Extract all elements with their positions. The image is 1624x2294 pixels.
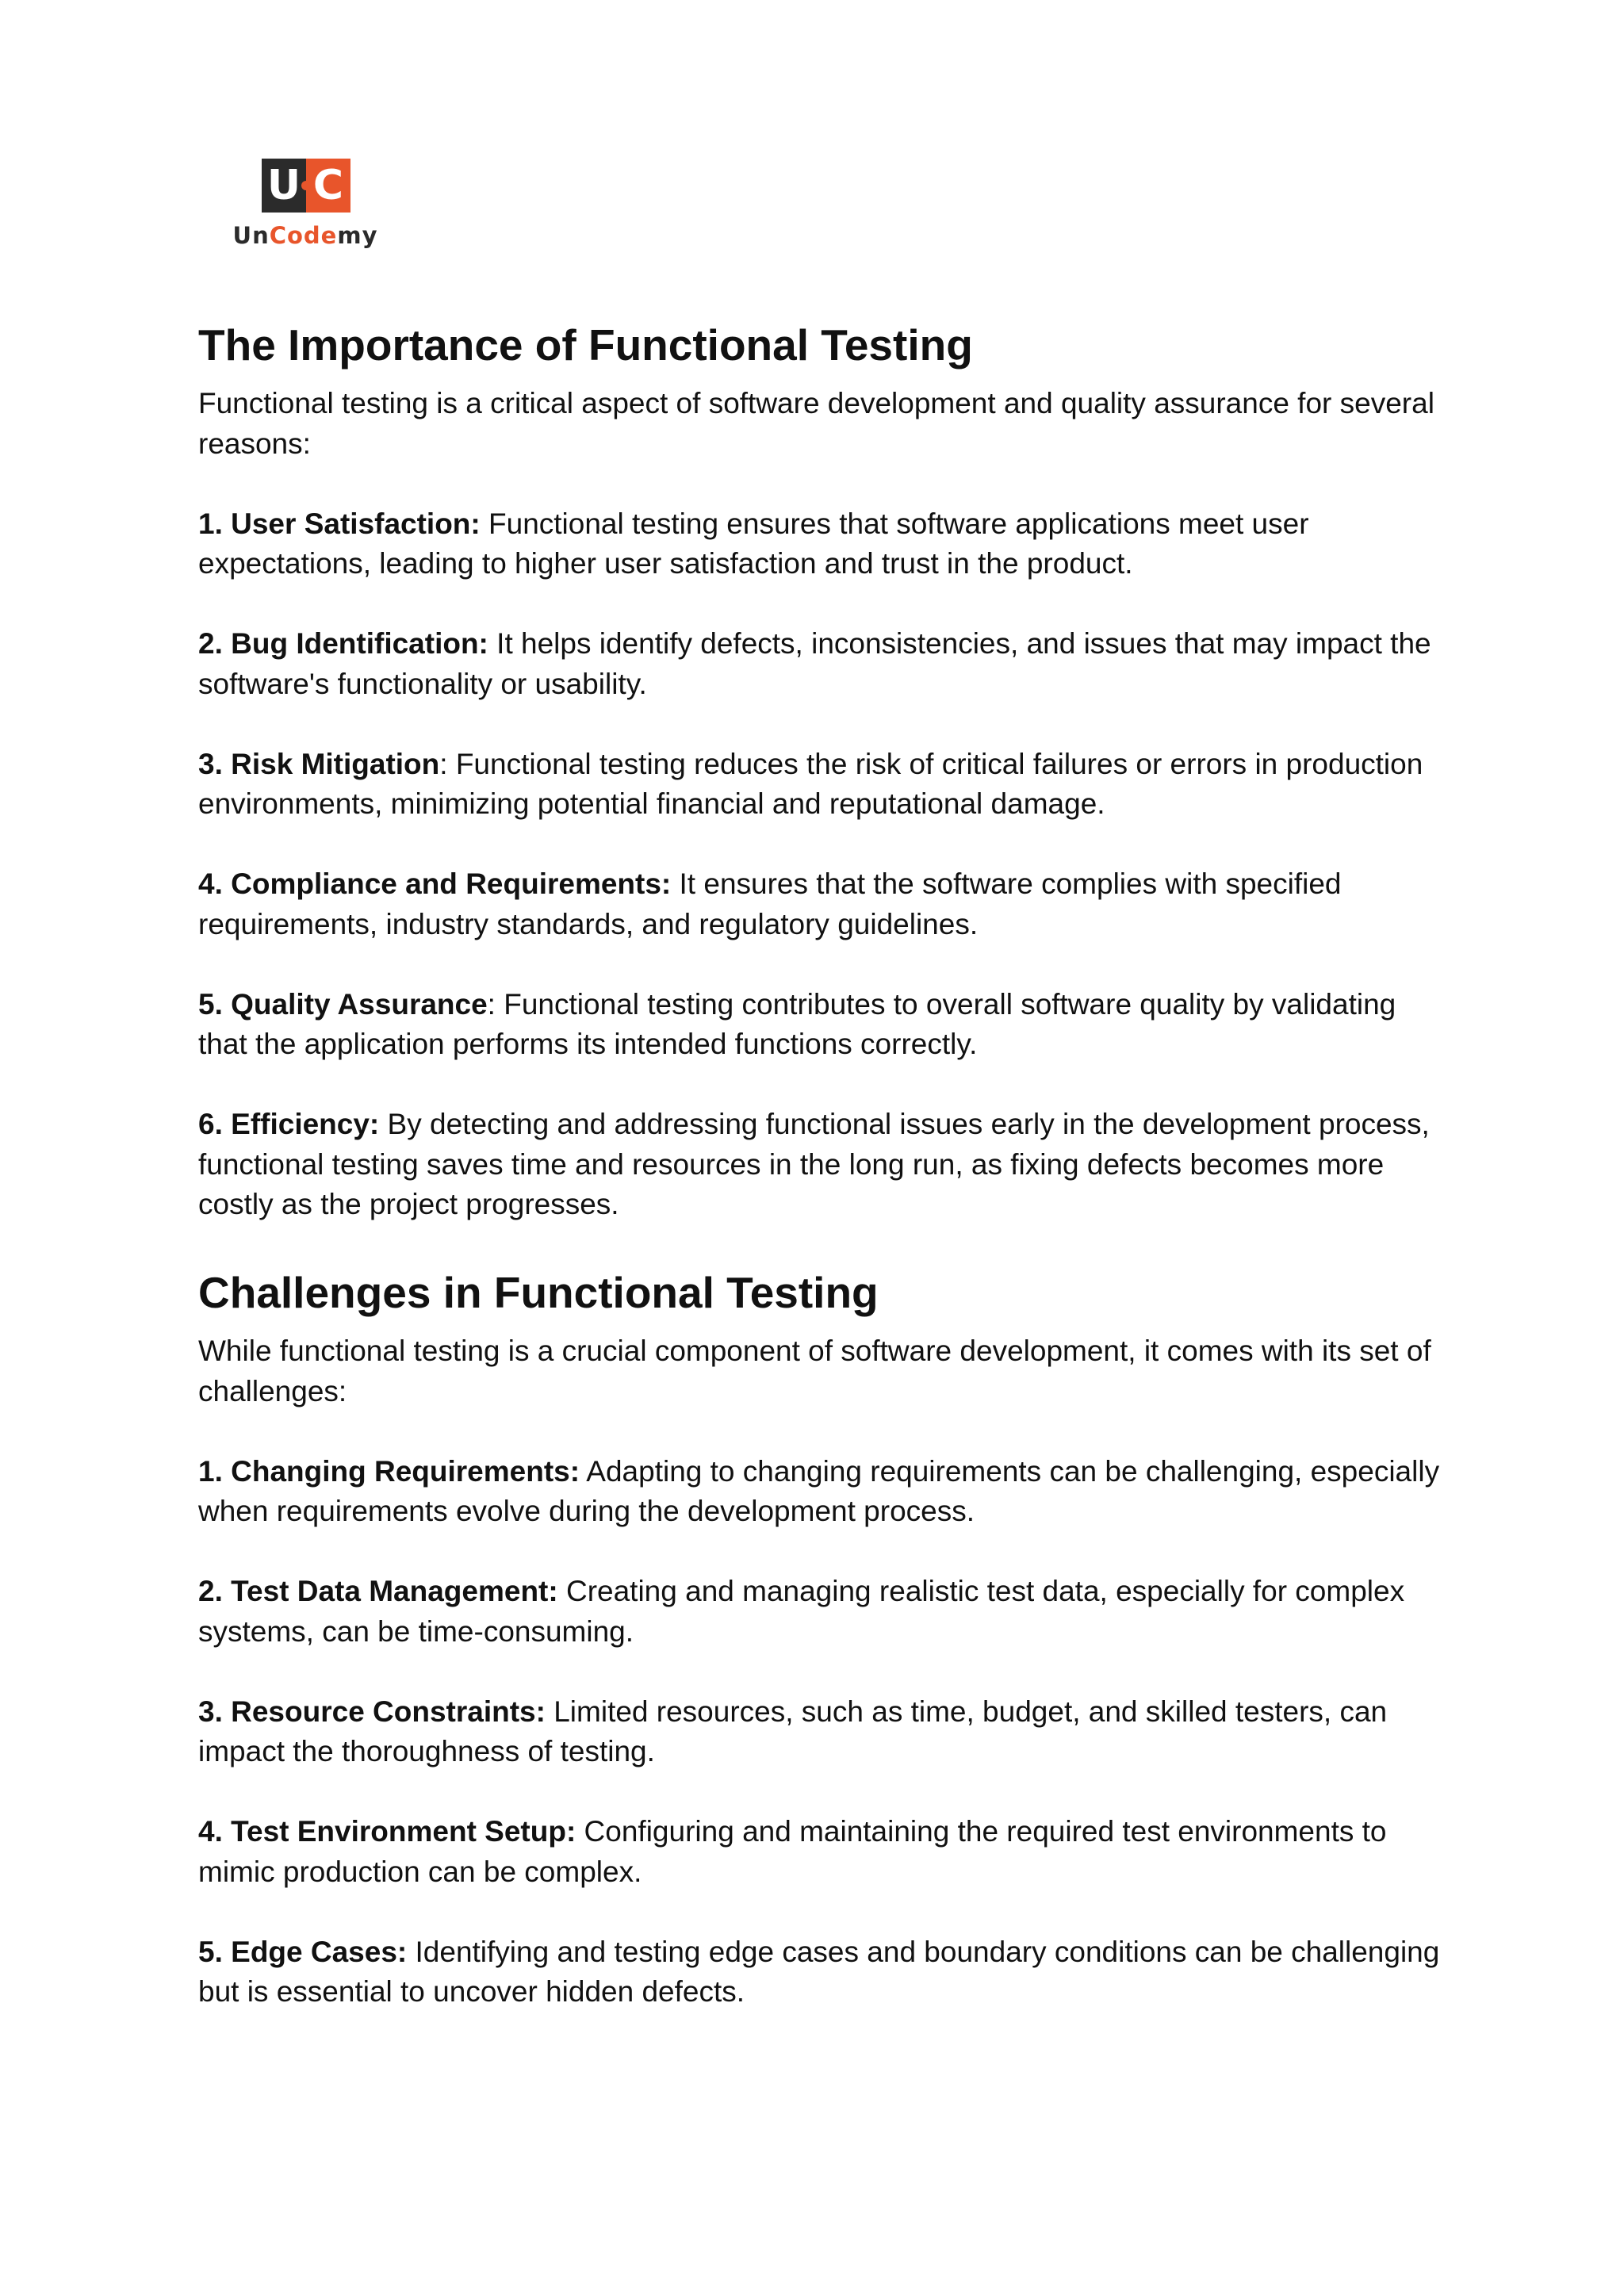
list-item-text: It helps identify defects, inconsistencies, and issues that may impact the software's functionality or usability. xyxy=(198,627,1431,700)
list-item xyxy=(198,1105,1451,1225)
logo-letter-c: C xyxy=(306,159,350,213)
logo-mark xyxy=(262,159,350,216)
uncodemy-logo xyxy=(230,159,381,254)
list-item-text: Identifying and testing edge cases and boundary conditions can be challenging but is essential to uncover hidden defects. xyxy=(198,1935,1440,2008)
list-item xyxy=(198,985,1451,1065)
section-title: Challenges in Functional Testing xyxy=(198,1268,879,1317)
logo-wordmark-un: Un xyxy=(232,222,270,249)
list-item-label: 4. Compliance and Requirements: xyxy=(198,867,672,900)
list-item xyxy=(198,1812,1451,1892)
list-item-text: Functional testing ensures that software applications meet user expectations, leading to higher user satisfaction and trust in the product. xyxy=(198,507,1309,580)
list-item-label: 1. User Satisfaction: xyxy=(198,507,481,540)
section-intro: Functional testing is a critical aspect of software development and quality assurance for several reasons: xyxy=(198,387,1434,460)
list-item xyxy=(198,1932,1451,2013)
list-item xyxy=(198,864,1451,944)
logo-letter-u: U xyxy=(262,159,306,213)
list-item-label: 2. Test Data Management: xyxy=(198,1575,558,1607)
list-item-label: 5. Quality Assurance xyxy=(198,987,488,1021)
list-item xyxy=(198,504,1451,584)
list-item-text: Creating and managing realistic test data, especially for complex systems, can be time-consuming. xyxy=(198,1575,1405,1648)
section-challenges xyxy=(198,1265,1451,2013)
list-item-text: By detecting and addressing functional issues early in the development process, functional testing saves time and resources in the long run, as fixing defects becomes more costly as the project progresses. xyxy=(198,1108,1430,1220)
list-item-label: 5. Edge Cases: xyxy=(198,1935,408,1968)
section-intro: While functional testing is a crucial component of software development, it comes with its set of challenges: xyxy=(198,1335,1431,1407)
list-item-label: 1. Changing Requirements: xyxy=(198,1454,580,1488)
list-item-label: 3. Resource Constraints: xyxy=(198,1695,546,1728)
list-item-text: : Functional testing contributes to overall software quality by validating that the application performs its intended functions correctly. xyxy=(198,987,1396,1060)
logo-wordmark-my: my xyxy=(337,222,378,249)
list-item-label: 2. Bug Identification: xyxy=(198,627,488,660)
list-item xyxy=(198,1692,1451,1772)
list-item xyxy=(198,1572,1451,1652)
list-item-text: : Functional testing reduces the risk of critical failures or errors in production environments, minimizing potential financial and reputational damage. xyxy=(198,747,1423,820)
list-item-text: It ensures that the software complies with specified requirements, industry standards, and regulatory guidelines. xyxy=(198,867,1342,940)
list-item-label: 3. Risk Mitigation xyxy=(198,747,440,780)
list-item xyxy=(198,745,1451,825)
list-item-text: Limited resources, such as time, budget, and skilled testers, can impact the thoroughness of testing. xyxy=(198,1695,1388,1767)
list-item-text: Configuring and maintaining the required test environments to mimic production can be complex. xyxy=(198,1815,1387,1888)
section-title: The Importance of Functional Testing xyxy=(198,320,973,370)
list-item xyxy=(198,624,1451,704)
list-item xyxy=(198,1452,1451,1532)
logo-dot-icon xyxy=(301,181,311,190)
list-item-label: 4. Test Environment Setup: xyxy=(198,1815,576,1848)
section-importance xyxy=(198,317,1451,1225)
list-item-label: 6. Efficiency: xyxy=(198,1108,380,1140)
logo-wordmark xyxy=(230,222,381,249)
document-body xyxy=(198,317,1451,2052)
logo-wordmark-code: Code xyxy=(269,222,338,249)
list-item-text: Adapting to changing requirements can be challenging, especially when requirements evolve during the development process. xyxy=(198,1454,1440,1527)
